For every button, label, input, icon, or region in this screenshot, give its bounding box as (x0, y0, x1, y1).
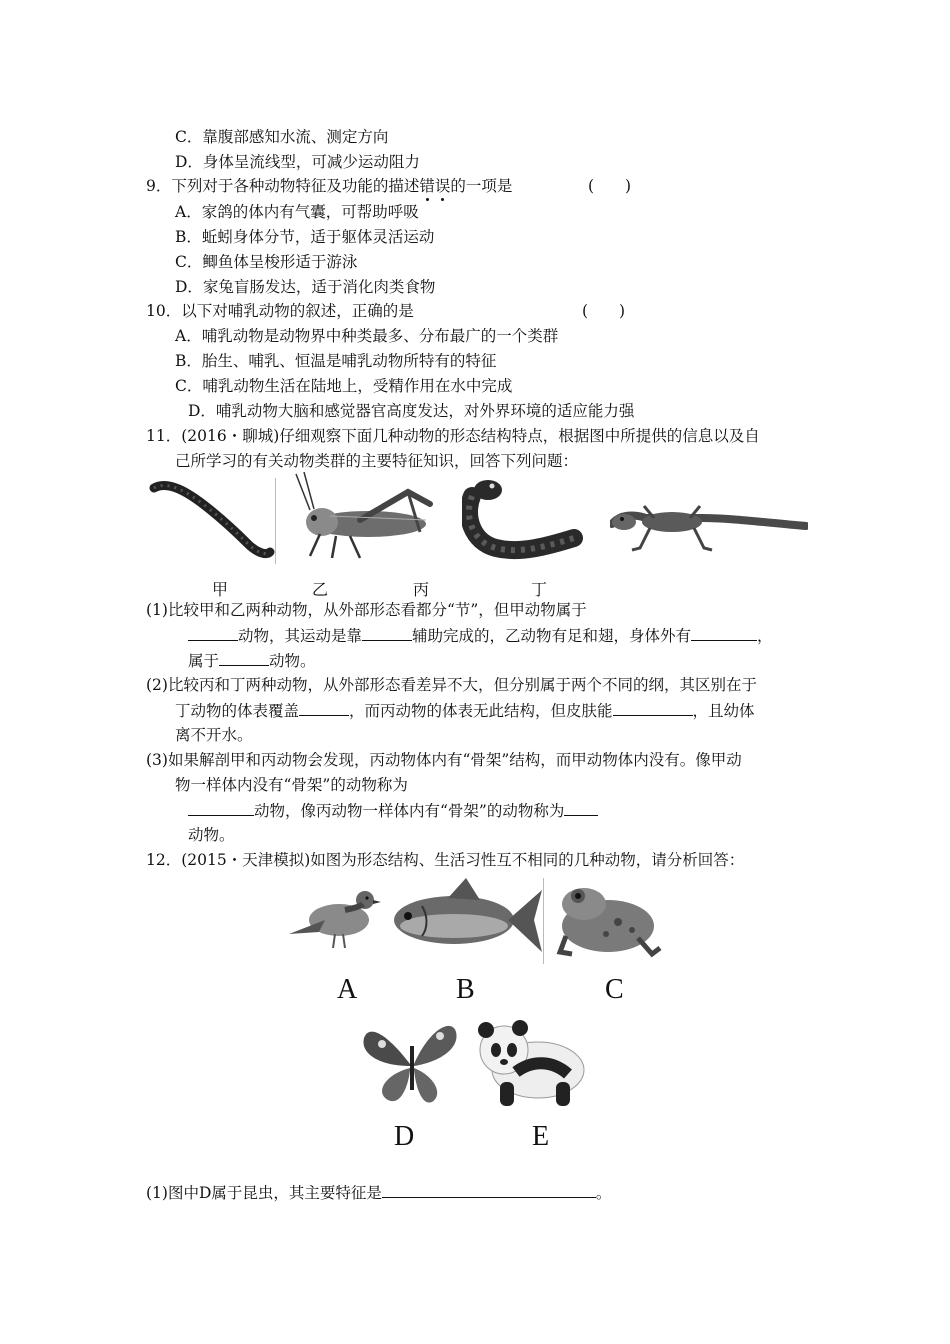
lizard-image (610, 500, 808, 558)
q11-part1-line2: 动物，其运动是靠 辅助完成的，乙动物有足和翅，身体外有 ， (188, 625, 773, 646)
figure-label-e: E (532, 1121, 550, 1152)
answer-blank[interactable] (382, 1182, 596, 1198)
butterfly-image (360, 1018, 464, 1108)
q11-part3-line2: 物一样体内没有“骨架”的动物称为 (175, 776, 408, 794)
figure-label-b: B (456, 974, 475, 1005)
answer-blank[interactable] (362, 625, 412, 641)
answer-blank[interactable] (613, 700, 693, 716)
emphasis-dot-char: 错 (419, 177, 435, 195)
figure-label-d: D (394, 1121, 415, 1152)
earthworm-image (148, 478, 276, 564)
animal-label-yi: 乙 (312, 580, 329, 599)
q10-stem: 10．以下对哺乳动物的叙述，正确的是 (146, 302, 414, 320)
grasshopper-image (290, 472, 440, 564)
q9-option-b: B．蚯蚓身体分节，适于躯体灵活运动 (175, 228, 435, 246)
q12-stem: 12．(2015・天津模拟)如图为形态结构、生活习性互不相同的几种动物，请分析回答： (146, 851, 745, 869)
q10-option-d: D．哺乳动物大脑和感觉器官高度发达，对外界环境的适应能力强 (188, 402, 635, 420)
animal-label-ding: 丁 (531, 580, 548, 599)
q11-part3-line4: 动物。 (188, 826, 235, 844)
q9-stem: 9．下列对于各种动物特征及功能的描述错误的一项是 (146, 177, 513, 195)
divider (543, 878, 544, 964)
fish-image (388, 876, 544, 960)
q11-part1-line1: (1)比较甲和乙两种动物，从外部形态看都分“节”，但甲动物属于 (146, 601, 587, 619)
q9-answer-paren: ( ) (588, 177, 632, 195)
answer-blank[interactable] (691, 625, 757, 641)
figure-label-c: C (605, 974, 624, 1005)
q9-option-d: D．家兔盲肠发达，适于消化肉类食物 (175, 278, 436, 296)
answer-blank[interactable] (564, 800, 598, 816)
q9-option-c: C．鲫鱼体呈梭形适于游泳 (175, 253, 358, 271)
q11-part1-line3: 属于 动物。 (188, 652, 316, 670)
frog-image (552, 878, 664, 962)
answer-blank[interactable] (219, 650, 269, 666)
q10-answer-paren: ( ) (582, 302, 626, 320)
emphasis-dot-char: 误 (434, 177, 451, 195)
figure-label-a: A (337, 974, 358, 1005)
q11-part2-line1: (2)比较丙和丁两种动物，从外部形态看差异不大，但分别属于两个不同的纲，其区别在于 (146, 676, 757, 694)
divider (275, 478, 276, 564)
animal-label-jia: 甲 (212, 580, 229, 599)
q11-stem-line2: 己所学习的有关动物类群的主要特征知识，回答下列问题： (175, 452, 579, 470)
q10-option-c: C．哺乳动物生活在陆地上，受精作用在水中完成 (175, 377, 513, 395)
answer-blank[interactable] (188, 800, 254, 816)
q11-part3-line1: (3)如果解剖甲和丙动物会发现，丙动物体内有“骨架”结构，而甲动物体内没有。像甲动 (146, 751, 742, 769)
salamander-image (462, 476, 590, 562)
panda-image (472, 1016, 592, 1110)
answer-blank[interactable] (299, 700, 349, 716)
q11-part2-line3: 离不开水。 (175, 726, 253, 744)
q11-part3-line3: 动物，像丙动物一样体内有“骨架”的动物称为 (188, 800, 598, 821)
q10-option-b: B．胎生、哺乳、恒温是哺乳动物所特有的特征 (175, 352, 497, 370)
q10-option-a: A．哺乳动物是动物界中种类最多、分布最广的一个类群 (175, 327, 559, 345)
q11-stem-line1: 11．(2016・聊城)仔细观察下面几种动物的形态结构特点，根据图中所提供的信息以及自 (146, 427, 760, 445)
animal-label-bing: 丙 (413, 580, 430, 599)
q9-option-a: A．家鸽的体内有气囊，可帮助呼吸 (175, 203, 419, 221)
pigeon-image (285, 880, 381, 952)
q12-part1: (1)图中D属于昆虫，其主要特征是 。 (146, 1184, 612, 1202)
q11-part2-line2: 丁动物的体表覆盖 ，而丙动物的体表无此结构，但皮肤能 ，且幼体 (175, 702, 755, 720)
q8-option-d: D．身体呈流线型，可减少运动阻力 (175, 153, 420, 171)
q8-option-c: C．靠腹部感知水流、测定方向 (175, 128, 389, 146)
answer-blank[interactable] (188, 625, 238, 641)
